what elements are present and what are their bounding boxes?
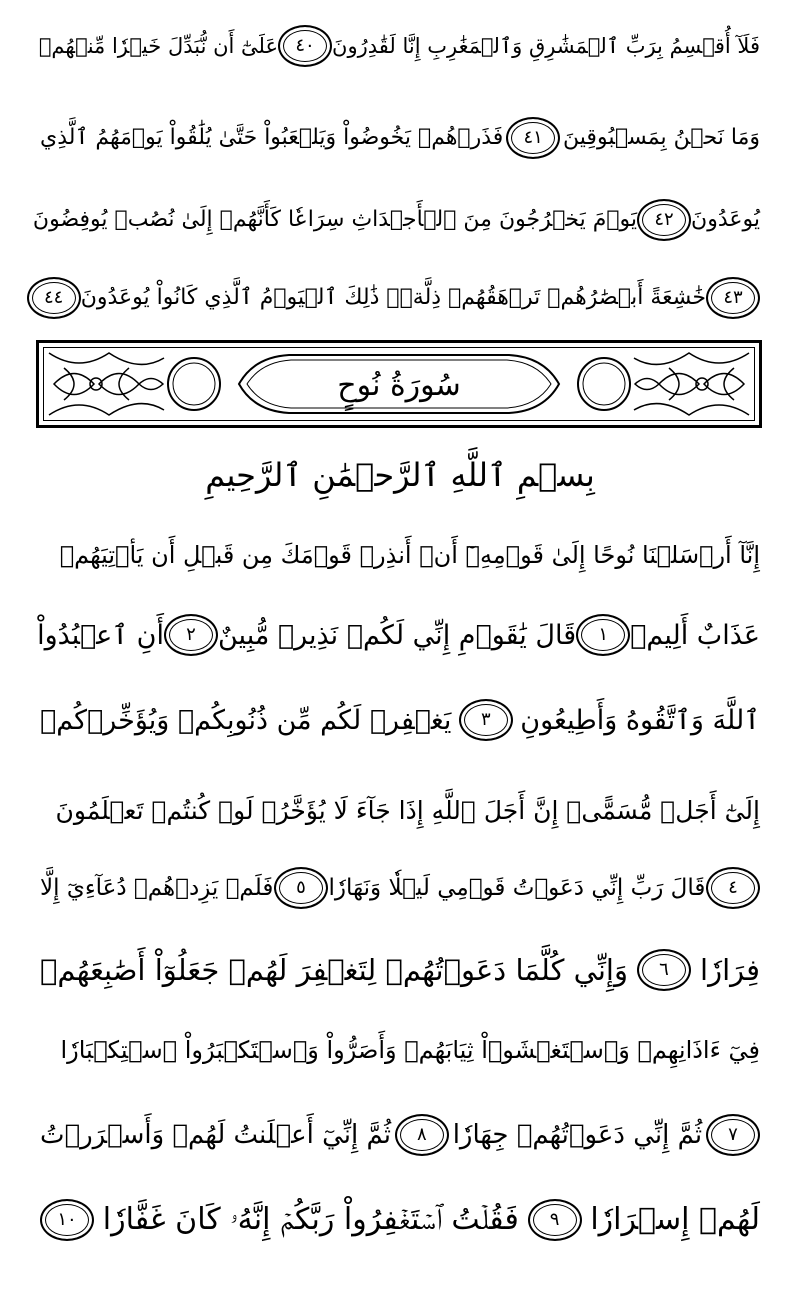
verse-text: يَوۡمَ يَخۡرُجُونَ مِنَ ٱلۡأَجۡدَاثِ سِرَاعٗا كَأَنَّهُمۡ إِلَىٰ نُصُبٖ يُوفِضُونَ [32,207,638,232]
verse-text: عَلَىٰٓ أَن نُّبَدِّلَ خَيۡرٗا مِّنۡهُمۡ [38,33,279,58]
ayah-number-marker: ٤٠ [278,25,332,67]
verse-line [40,515,760,595]
verse-line [40,6,760,86]
verse-text: خَٰشِعَةً أَبۡصَٰرُهُمۡ تَرۡهَقُهُمۡ ذِلَّةٞۚ ذَٰلِكَ ٱلۡيَوۡمُ ٱلَّذِي كَانُواْ يُوعَدُونَ [80,285,706,310]
surah-title: سُورَةُ نُوحٍ [337,367,461,403]
verse-line [40,1010,760,1090]
verse-text: قَالَ رَبِّ إِنِّي دَعَوۡتُ قَوۡمِي لَيۡلٗا وَنَهَارٗا [328,874,706,901]
basmala: بِسۡمِ ٱللَّهِ ٱلرَّحۡمَٰنِ ٱلرَّحِيمِ [205,456,595,494]
ayah-number-marker: ١ [576,614,630,656]
ayah-number-marker: ٤١ [506,117,560,159]
verse-line [40,258,760,338]
verse-text: وَإِنِّي كُلَّمَا دَعَوۡتُهُمۡ لِتَغۡفِرَ لَهُمۡ جَعَلُوٓاْ أَصَٰبِعَهُمۡ [40,952,628,987]
ayah-number-marker: ٥ [274,867,328,909]
ayah-number-marker: ٤ [706,867,760,909]
ayah-number-marker: ٢ [164,614,218,656]
ayah-number-marker: ٩ [528,1199,582,1241]
verse-text: قَالَ يَٰقَوۡمِ إِنِّي لَكُمۡ نَذِيرٞ مُّبِينٌ [218,619,577,651]
verse-line [40,98,760,178]
verse-text: أَنِ ٱعۡبُدُواْ [37,619,164,651]
ayah-number-marker: ٤٣ [706,277,760,319]
verse-text: فَلَآ أُقۡسِمُ بِرَبِّ ٱلۡمَشَٰرِقِ وَٱلۡمَغَٰرِبِ إِنَّا لَقَٰدِرُونَ [332,33,760,58]
verse-line [40,1095,760,1175]
verse-text: يَغۡفِرۡ لَكُم مِّن ذُنُوبِكُمۡ وَيُؤَخِّرۡكُمۡ [40,704,452,736]
verse-text: لَهُمۡ إِسۡرَارٗا [590,1202,760,1237]
verse-line [40,930,760,1010]
verse-line [40,770,760,850]
verse-text: عَذَابٌ أَلِيمٞ [630,619,760,651]
ayah-number-marker: ٨ [395,1114,449,1156]
verse-line [37,595,760,675]
verse-text: ثُمَّ إِنِّيٓ أَعۡلَنتُ لَهُمۡ وَأَسۡرَرۡتُ [40,1120,392,1150]
verse-line [40,1180,760,1260]
surah-header-banner [36,340,762,428]
verse-text: ٱللَّهَ وَٱتَّقُوهُ وَأَطِيعُونِ [520,704,760,736]
verse-text: وَمَا نَحۡنُ بِمَسۡبُوقِينَ [563,125,760,150]
verse-text: فِيٓ ءَاذَانِهِمۡ وَٱسۡتَغۡشَوۡاْ ثِيَابَهُمۡ وَأَصَرُّواْ وَٱسۡتَكۡبَرُواْ ٱسۡتِكۡبَارٗا [60,1036,760,1064]
verse-line [40,848,760,928]
ayah-number-marker: ٤٢ [637,199,691,241]
ayah-number-marker: ٧ [706,1114,760,1156]
ayah-number-marker: ٣ [459,699,513,741]
verse-text: إِلَىٰٓ أَجَلٖ مُّسَمًّىۚ إِنَّ أَجَلَ ٱللَّهِ إِذَا جَآءَ لَا يُؤَخَّرُۚ لَوۡ كُنتُمۡ تَعۡلَمُونَ [55,795,760,825]
verse-line [40,680,760,760]
verse-line [32,180,760,260]
ayah-number-marker: ٤٤ [27,277,81,319]
verse-text: فَلَمۡ يَزِدۡهُمۡ دُعَآءِيٓ إِلَّا [40,874,274,901]
ayah-number-marker: ١٠ [40,1199,94,1241]
verse-text: ثُمَّ إِنِّي دَعَوۡتُهُمۡ جِهَارٗا [452,1120,703,1150]
verse-text: فَذَرۡهُمۡ يَخُوضُواْ وَيَلۡعَبُواْ حَتَّىٰ يُلَٰقُواْ يَوۡمَهُمُ ٱلَّذِي [40,125,504,150]
ayah-number-marker: ٦ [637,949,691,991]
verse-text: يُوعَدُونَ [691,207,760,232]
verse-text: إِنَّآ أَرۡسَلۡنَا نُوحًا إِلَىٰ قَوۡمِهِۦٓ أَنۡ أَنذِرۡ قَوۡمَكَ مِن قَبۡلِ أَن يَأۡتِيَهُمۡ [59,541,760,569]
verse-text: فَقُلۡتُ ٱسۡتَغۡفِرُواْ رَبَّكُمۡ إِنَّهُۥ كَانَ غَفَّارٗا [102,1202,519,1237]
verse-text: فِرَارٗا [700,952,760,987]
